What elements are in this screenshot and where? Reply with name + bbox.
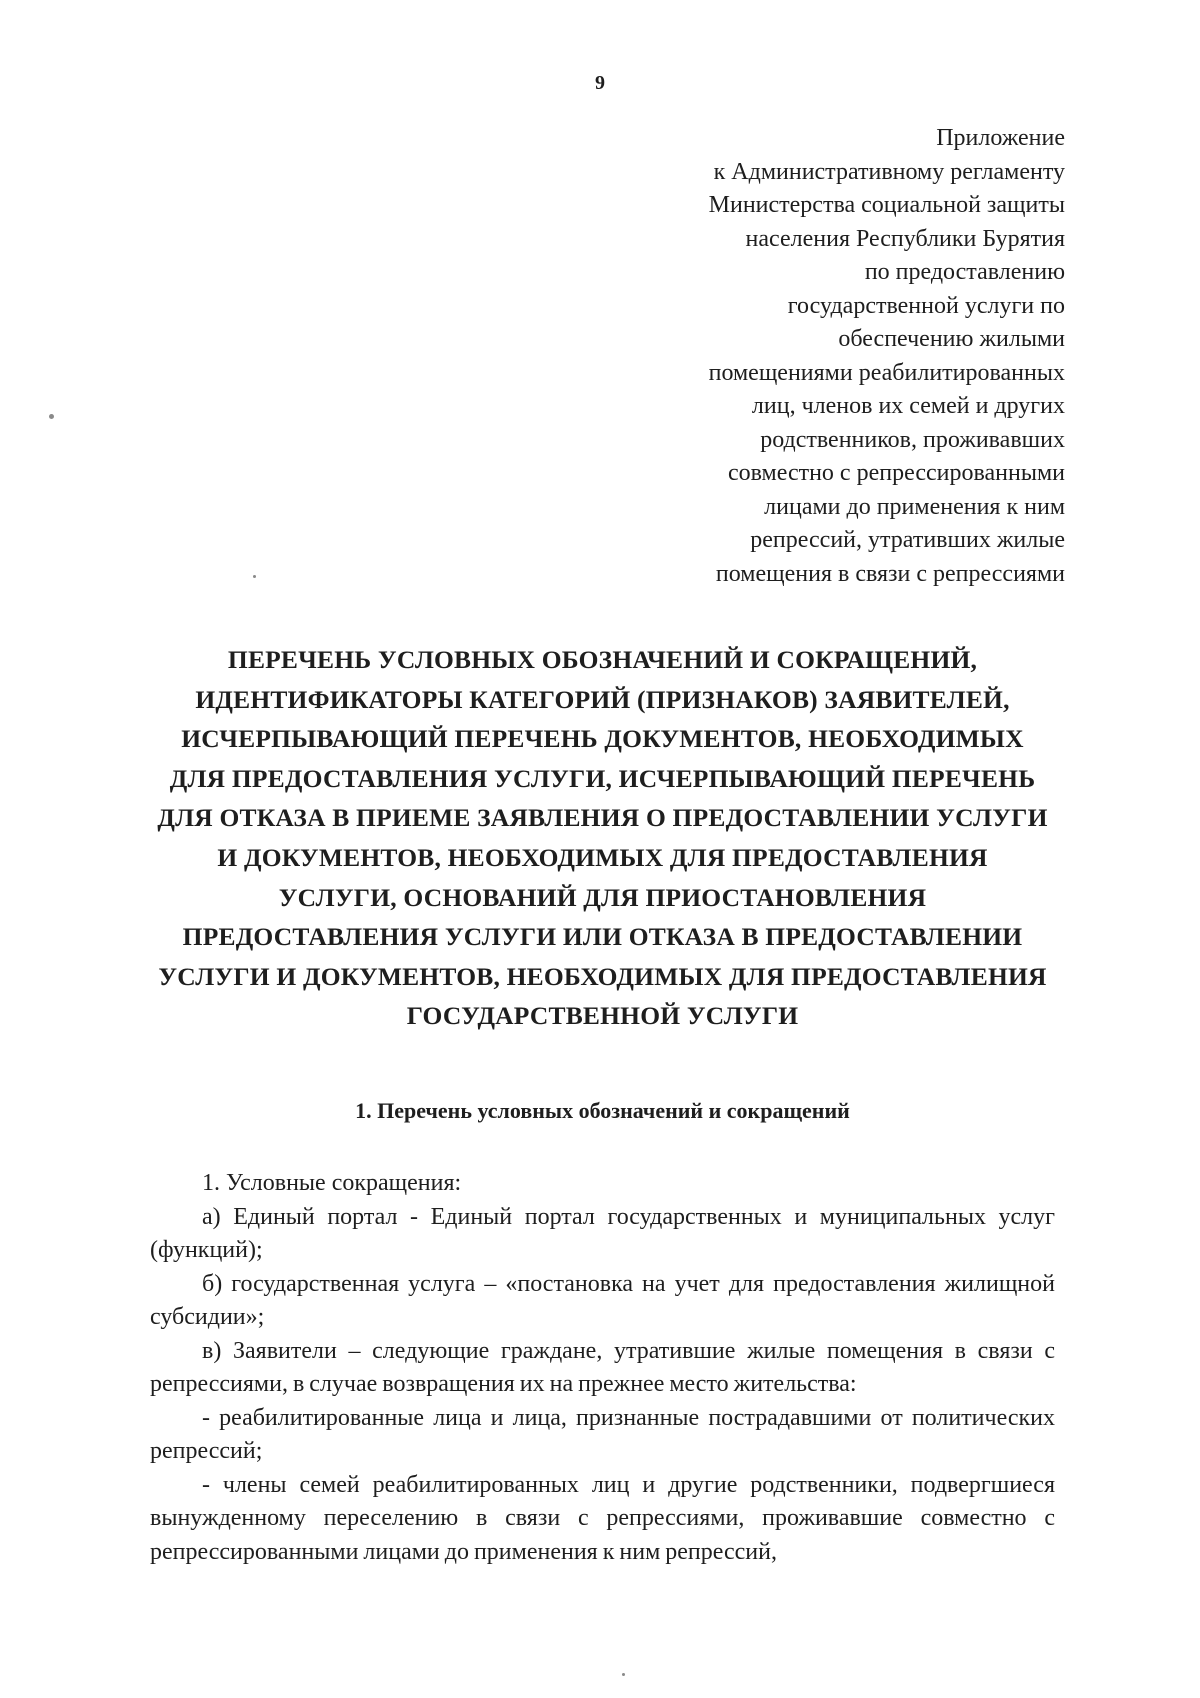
paragraph: - реабилитированные лица и лица, признанные пострадавшими от политических репрессий; xyxy=(150,1404,1055,1464)
title-line: ИДЕНТИФИКАТОРЫ КАТЕГОРИЙ (ПРИЗНАКОВ) ЗАЯВИТЕЛЕЙ, xyxy=(195,684,1010,714)
appendix-line: государственной услуги по xyxy=(787,292,1065,319)
appendix-line: лиц, членов их семей и других xyxy=(751,393,1065,419)
appendix-line: репрессий, утративших жилые xyxy=(750,527,1065,553)
appendix-line: лицами до применения к ним xyxy=(764,493,1065,520)
appendix-line: Министерства социальной защиты xyxy=(708,192,1065,218)
title-line: И ДОКУМЕНТОВ, НЕОБХОДИМЫХ ДЛЯ ПРЕДОСТАВЛЕНИЯ xyxy=(217,842,988,872)
body-text xyxy=(150,1167,1055,1569)
appendix-line: Приложение xyxy=(936,125,1065,151)
scan-speck xyxy=(49,414,54,419)
document-title xyxy=(150,640,1055,1036)
appendix-line: родственников, проживавших xyxy=(760,426,1065,453)
appendix-line: совместно с репрессированными xyxy=(727,460,1065,486)
paragraph: а) Единый портал - Единый портал государственных и муниципальных услуг (функций); xyxy=(150,1203,1055,1263)
appendix-header xyxy=(585,122,1065,591)
scan-speck xyxy=(253,575,256,578)
title-line: ПЕРЕЧЕНЬ УСЛОВНЫХ ОБОЗНАЧЕНИЙ И СОКРАЩЕНИЙ, xyxy=(227,645,978,674)
appendix-line: по предоставлению xyxy=(864,259,1065,285)
appendix-line: обеспечению жилыми xyxy=(838,326,1065,352)
title-line: УСЛУГИ, ОСНОВАНИЙ ДЛЯ ПРИОСТАНОВЛЕНИЯ xyxy=(278,882,927,912)
title-line: ПРЕДОСТАВЛЕНИЯ УСЛУГИ ИЛИ ОТКАЗА В ПРЕДОСТАВЛЕНИИ xyxy=(182,922,1023,952)
title-line: ГОСУДАРСТВЕННОЙ УСЛУГИ xyxy=(406,1001,799,1031)
appendix-line: помещениями реабилитированных xyxy=(708,359,1065,386)
paragraph: 1. Условные сокращения: xyxy=(202,1170,462,1196)
paragraph: - члены семей реабилитированных лиц и другие родственники, подвергшиеся вынужденному переселению в связи с репрессиями, проживавшие совместно с репрессированными лицами до применения к ним репрессий, xyxy=(150,1471,1055,1565)
paragraph: в) Заявители – следующие граждане, утратившие жилые помещения в связи с репрессиями, в случае возвращения их на прежнее место жительства: xyxy=(150,1337,1055,1397)
section-heading: 1. Перечень условных обозначений и сокращений xyxy=(355,1098,850,1123)
appendix-line: к Административному регламенту xyxy=(713,158,1065,185)
title-line: ДЛЯ ПРЕДОСТАВЛЕНИЯ УСЛУГИ, ИСЧЕРПЫВАЮЩИЙ ПЕРЕЧЕНЬ xyxy=(169,763,1036,793)
title-line: ДЛЯ ОТКАЗА В ПРИЕМЕ ЗАЯВЛЕНИЯ О ПРЕДОСТАВЛЕНИИ УСЛУГИ xyxy=(157,803,1048,833)
appendix-line: помещения в связи с репрессиями xyxy=(715,560,1065,587)
title-line: ИСЧЕРПЫВАЮЩИЙ ПЕРЕЧЕНЬ ДОКУМЕНТОВ, НЕОБХОДИМЫХ xyxy=(181,724,1024,754)
scan-speck xyxy=(622,1673,625,1676)
appendix-line: населения Республики Бурятия xyxy=(745,225,1065,252)
page-number: 9 xyxy=(595,72,605,94)
paragraph: б) государственная услуга – «постановка на учет для предоставления жилищной субсидии»; xyxy=(150,1270,1055,1330)
title-line: УСЛУГИ И ДОКУМЕНТОВ, НЕОБХОДИМЫХ ДЛЯ ПРЕДОСТАВЛЕНИЯ xyxy=(158,961,1047,991)
